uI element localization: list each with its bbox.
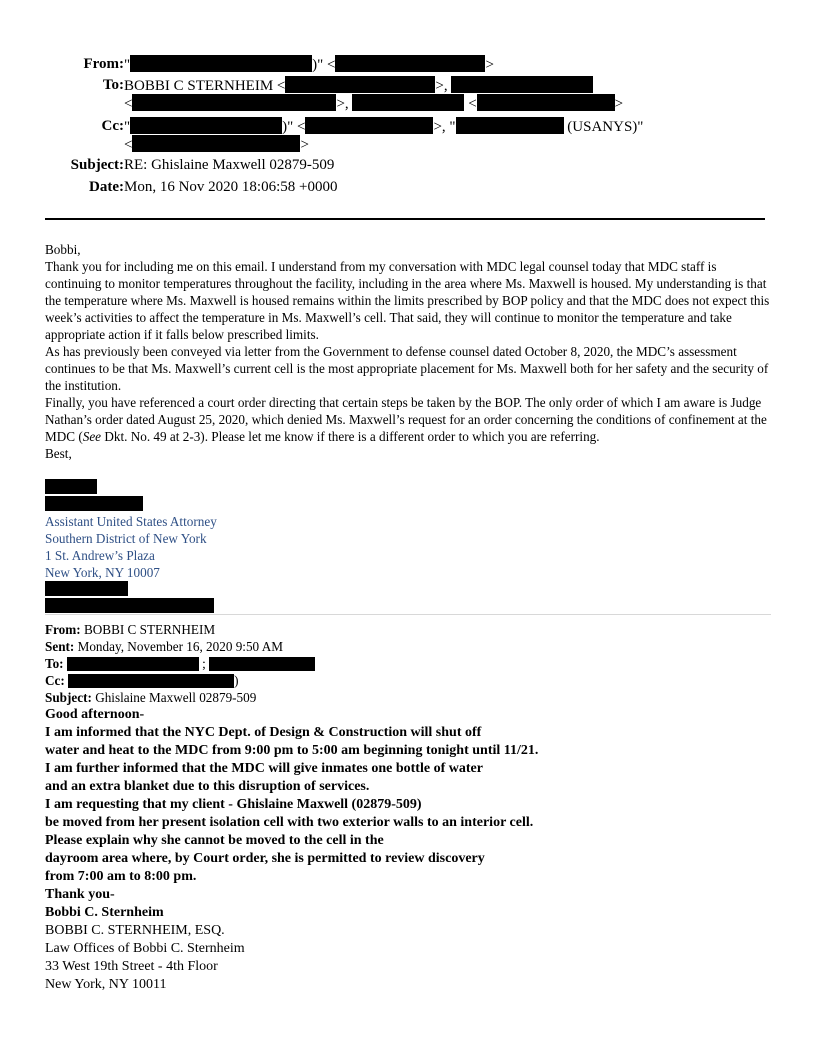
to-row-2 — [124, 94, 623, 114]
redaction-block — [305, 117, 433, 134]
sig-title: Assistant United States Attorney — [45, 514, 217, 529]
redacted-name — [45, 496, 143, 511]
footer-line: New York, NY 10011 — [45, 977, 167, 992]
paragraph-2: As has previously been conveyed via letter from the Government to defense counsel dated October 8, 2020, the MDC’s assessment continues to be that Ms. Maxwell’s current cell is the most appropriate placement for Ms. Maxwell both for her safety and the security of the institution. — [45, 344, 769, 393]
redaction-block — [285, 76, 435, 93]
from-close: > — [485, 57, 494, 73]
see-italic: See — [82, 429, 102, 444]
fwd-cc-close: ) — [234, 673, 239, 688]
to-sep-2: >, — [336, 96, 349, 112]
message-line: I am further informed that the MDC will give inmates one bottle of water — [45, 761, 483, 776]
fwd-sent-label: Sent: — [45, 639, 75, 654]
fwd-to-label: To: — [45, 656, 64, 671]
forwarded-header — [45, 621, 315, 706]
sig-address-1: 1 St. Andrew’s Plaza — [45, 548, 155, 563]
cc-sep: >, " — [433, 119, 456, 135]
message-line: water and heat to the MDC from 9:00 pm to 5:00 am beginning tonight until 11/21. — [45, 743, 539, 758]
paragraph-1: Thank you for including me on this email. I understand from my conversation with MDC legal counsel today that MDC staff is continuing to monitor temperatures throughout the facility, including in the area where Ms. Maxwell is housed. My understanding is that the temperature where Ms. Maxwell is housed remains within the limits prescribed by BOP policy and that the MDC does not expect this week’s activities to affect the temperature in Ms. Maxwell’s cell. That said, they will continue to monitor the temperature and take appropriate action if it falls below prescribed limits. — [45, 259, 770, 342]
redaction-block — [477, 94, 615, 111]
subject-label: Subject: — [70, 157, 124, 173]
fwd-to-row — [45, 655, 315, 672]
sender-footer — [45, 922, 245, 994]
email-header — [0, 0, 816, 200]
quoted-divider — [45, 614, 771, 615]
redaction-block — [132, 135, 300, 152]
cc-close: > — [300, 137, 309, 153]
fwd-sent-value: Monday, November 16, 2020 9:50 AM — [74, 639, 283, 654]
redaction-block — [130, 55, 312, 72]
to-row — [124, 76, 593, 96]
message-line: from 7:00 am to 8:00 pm. — [45, 869, 197, 884]
message-line: Good afternoon- — [45, 707, 145, 722]
redaction-block — [67, 657, 199, 671]
subject-value: RE: Ghislaine Maxwell 02879-509 — [124, 157, 335, 173]
cc-open: < — [124, 137, 133, 153]
cc-bracket: )" < — [282, 119, 306, 135]
footer-line: Law Offices of Bobbi C. Sternheim — [45, 941, 245, 956]
from-quote: " — [124, 57, 131, 73]
fwd-subject-row — [45, 689, 315, 706]
from-row — [124, 55, 494, 75]
header-divider — [45, 218, 765, 220]
to-close: > — [614, 96, 624, 112]
cc-row-2 — [124, 135, 309, 155]
redacted-email — [45, 598, 214, 613]
redacted-phone — [45, 581, 128, 596]
paragraph-3-b: Dkt. No. 49 at 2-3). Please let me know if there is a different order to which you are referring. — [101, 429, 600, 444]
forwarded-body — [45, 706, 538, 922]
date-label: Date: — [89, 179, 124, 195]
greeting: Bobbi, — [45, 242, 81, 257]
redaction-block — [68, 674, 234, 688]
message-line: Please explain why she cannot be moved to the cell in the — [45, 833, 384, 848]
fwd-sent-row — [45, 638, 315, 655]
footer-line: BOBBI C. STERNHEIM, ESQ. — [45, 923, 225, 938]
date-value: Mon, 16 Nov 2020 18:06:58 +0000 — [124, 179, 338, 195]
redaction-block — [335, 55, 485, 72]
message-line: be moved from her present isolation cell with two exterior walls to an interior cell. — [45, 815, 534, 830]
fwd-from-row — [45, 621, 315, 638]
fwd-subject-label: Subject: — [45, 690, 92, 705]
message-line: Thank you- — [45, 887, 115, 902]
redaction-block — [130, 117, 282, 134]
to-sep: >, — [435, 78, 448, 94]
fwd-from-value: BOBBI C STERNHEIM — [80, 622, 216, 637]
footer-line: 33 West 19th Street - 4th Floor — [45, 959, 218, 974]
paragraph-3 — [45, 394, 775, 445]
fwd-subject-value: Ghislaine Maxwell 02879-509 — [91, 690, 257, 705]
cc-label: Cc: — [101, 118, 124, 134]
fwd-cc-row — [45, 672, 315, 689]
redaction-block — [352, 94, 464, 111]
signature-block — [45, 513, 217, 581]
fwd-cc-label: Cc: — [45, 673, 65, 688]
fwd-to-sep: ; — [202, 656, 206, 671]
to-recipient: BOBBI C STERNHEIM < — [124, 78, 286, 94]
cc-usanys: (USANYS)" — [567, 119, 644, 135]
message-line: I am requesting that my client - Ghislaine Maxwell (02879-509) — [45, 797, 422, 812]
reply-body — [45, 241, 775, 462]
redaction-block — [209, 657, 315, 671]
paragraph-3-a: Finally, you have referenced a court order directing that certain steps be taken by the BOP. The only order of which I am aware is Judge Nathan’s order dated August 25, 2020, which denied Ms. Maxwell’s request for an order concerning the conditions of confinement at the MDC ( — [45, 395, 767, 444]
message-line: dayroom area where, by Court order, she is permitted to review discovery — [45, 851, 485, 866]
cc-quote: " — [124, 119, 131, 135]
to-open-2: < — [468, 96, 477, 112]
to-open: < — [124, 96, 133, 112]
message-line: I am informed that the NYC Dept. of Design & Construction will shut off — [45, 725, 482, 740]
closing: Best, — [45, 446, 72, 461]
redacted-name — [45, 479, 97, 494]
message-line: Bobbi C. Sternheim — [45, 905, 164, 920]
from-label: From: — [83, 56, 124, 72]
from-bracket: )" < — [312, 57, 336, 73]
sig-address-2: New York, NY 10007 — [45, 565, 160, 580]
message-line: and an extra blanket due to this disruption of services. — [45, 779, 370, 794]
cc-row — [124, 117, 643, 137]
to-label: To: — [102, 77, 124, 93]
redaction-block — [132, 94, 336, 111]
redaction-block — [451, 76, 593, 93]
sig-office: Southern District of New York — [45, 531, 207, 546]
fwd-from-label: From: — [45, 622, 81, 637]
redaction-block — [456, 117, 564, 134]
